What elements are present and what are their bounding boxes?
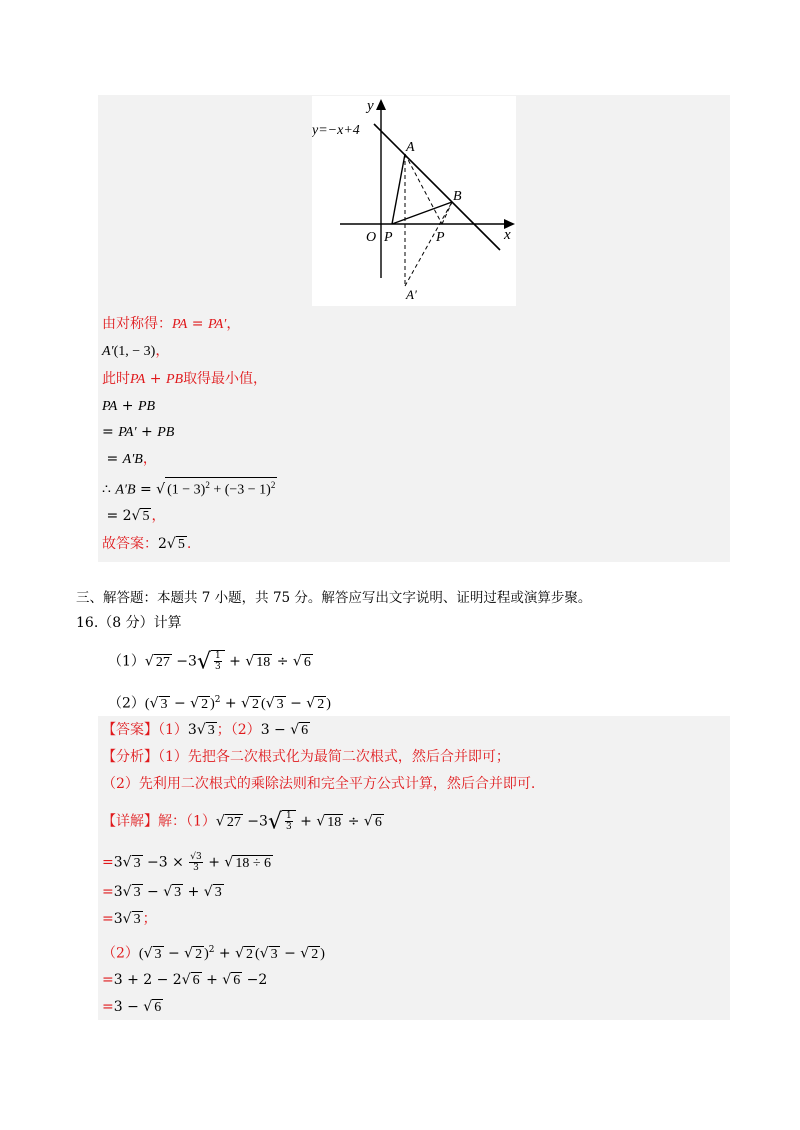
step-5-line: =3 − √ 6 [102, 999, 162, 1015]
equals-a-prime-b-line: = A′B， [102, 451, 157, 467]
a-prime-coord-line: A′(1, − 3)， [102, 343, 170, 359]
point-p2-label: P [436, 230, 445, 245]
question-16-part1: （1）√ 27 −3√ $\frac{1}{3}$ + √ 18 ÷ √ 6 [108, 649, 311, 675]
part2-intro-line: （2）(√ 3 − √ 2 )$^2$ + √ 2 (√ 3 − √ 2 ) [102, 945, 325, 962]
step-4-line: =3 + 2 − 2√ 6 + √ 6 −2 [102, 972, 268, 988]
step-3-line: =3√ 3 ； [102, 911, 157, 927]
section-heading: 三、解答题：本题共 7 小题，共 75 分。解答应写出文字说明、证明过程或演算步聚。 [76, 590, 592, 606]
y-axis-label: y [367, 98, 374, 114]
result-line: = 2√ 5 ， [102, 508, 166, 524]
x-axis-label: x [504, 227, 511, 243]
analysis-line-1: 【分析】（1）先把各二次根式化为最简二次根式，然后合并即可； [102, 749, 510, 765]
equals-pa-prime-line: = PA′ + PB [102, 424, 175, 440]
symmetry-line: 由对称得：PA = PA′， [102, 316, 241, 332]
point-a-label: A [406, 140, 415, 155]
coordinate-figure [312, 96, 516, 306]
final-answer-line: 故答案：2√ 5 . [102, 536, 192, 552]
question-16-title: 16.（8 分）计算 [76, 615, 182, 631]
step-1-line: =3√ 3 −3 × $\frac{√3}{3}$ + √ 18 ÷ 6 [102, 852, 272, 873]
answer-line: 【答案】（1）3√ 3 ；（2）3 − √ 6 [102, 722, 309, 738]
step-2-line: =3√ 3 − √ 3 + √ 3 [102, 884, 222, 900]
point-a-prime-label: A′ [406, 287, 417, 302]
minimum-line: 此时PA + PB取得最小值， [102, 371, 268, 387]
question-16-part2: （2）(√ 3 − √ 2 )$^2$ + √ 2 (√ 3 − √ 2 ) [108, 695, 331, 712]
detail-intro-line: 【详解】解：（1）√ 27 −3√ $\frac{1}{3}$ + √ 18 ÷ √ 6 [102, 809, 382, 835]
point-b-label: B [453, 189, 462, 204]
sum-line: PA + PB [102, 398, 156, 414]
line-label: y=−x+4 [312, 123, 360, 138]
point-p1-label: P [384, 230, 393, 245]
origin-label: O [366, 230, 377, 245]
distance-formula-line: ∴ A′B = √ $(1 - 3)^2 + (-3 - 1)^2$ [102, 477, 277, 501]
analysis-line-2: （2）先利用二次根式的乘除法则和完全平方公式计算，然后合并即可. [102, 776, 536, 792]
